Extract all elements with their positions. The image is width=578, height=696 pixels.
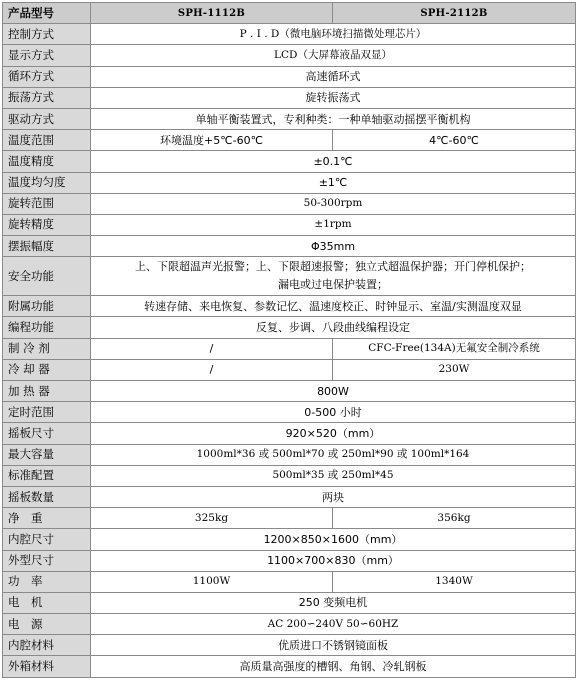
row-value-line: 上、下限超温声光报警；上、下限超速报警；独立式超温保护器；开门停机保护；	[135, 260, 531, 274]
table-row	[3, 130, 576, 151]
table-row	[3, 592, 576, 613]
table-row	[3, 338, 576, 359]
table-row	[3, 359, 576, 380]
row-value: LCD（大屏幕液晶双显）	[91, 45, 576, 66]
row-value-b: 356kg	[333, 508, 576, 529]
row-value: P . I . D（微电脑环境扫描微处理芯片）	[91, 24, 576, 45]
row-label: 控制方式	[3, 24, 91, 45]
row-value: ±1rpm	[91, 214, 576, 235]
row-label: 温度均匀度	[3, 172, 91, 193]
table-row	[3, 236, 576, 257]
table-row	[3, 151, 576, 172]
row-value-a: /	[91, 338, 333, 359]
row-label: 净 重	[3, 508, 91, 529]
row-value: ±0.1℃	[91, 151, 576, 172]
header-label: 产品型号	[3, 3, 91, 24]
row-label: 安全功能	[3, 257, 91, 296]
row-label: 温度范围	[3, 130, 91, 151]
table-row	[3, 402, 576, 423]
row-value: ±1℃	[91, 172, 576, 193]
table-row	[3, 423, 576, 444]
row-value-line: 漏电或过电保护装置；	[278, 278, 388, 292]
row-value: Φ35mm	[91, 236, 576, 257]
row-value: 1100×700×830（mm）	[91, 550, 576, 571]
table-row	[3, 214, 576, 235]
model-a-header: SPH-1112B	[91, 3, 333, 24]
table-row	[3, 465, 576, 486]
row-label: 摆振幅度	[3, 236, 91, 257]
spec-table	[2, 2, 576, 678]
table-row	[3, 529, 576, 550]
table-row	[3, 24, 576, 45]
row-value-a: /	[91, 359, 333, 380]
row-label: 外型尺寸	[3, 550, 91, 571]
model-b-header: SPH-2112B	[333, 3, 576, 24]
row-value: 1000ml*36 或 500ml*70 或 250ml*90 或 100ml*164	[91, 444, 576, 465]
row-value: 500ml*35 或 250ml*45	[91, 465, 576, 486]
table-row	[3, 614, 576, 635]
row-label: 制 冷 剂	[3, 338, 91, 359]
row-label: 电 机	[3, 592, 91, 613]
row-value-b: CFC-Free(134A)无氟安全制冷系统	[333, 338, 576, 359]
row-label: 功 率	[3, 571, 91, 592]
table-row	[3, 550, 576, 571]
row-label: 内腔材料	[3, 635, 91, 656]
row-label: 电 源	[3, 614, 91, 635]
row-value: 高质量高强度的槽钢、角钢、冷轧钢板	[91, 656, 576, 677]
table-row	[3, 444, 576, 465]
header-row	[3, 3, 576, 24]
row-value: 0-500 小时	[91, 402, 576, 423]
row-label: 附属功能	[3, 296, 91, 317]
row-label: 外箱材料	[3, 656, 91, 677]
row-value: 旋转振荡式	[91, 87, 576, 108]
row-value	[91, 257, 576, 296]
row-label: 振荡方式	[3, 87, 91, 108]
row-label: 定时范围	[3, 402, 91, 423]
row-value-a: 325kg	[91, 508, 333, 529]
table-row	[3, 66, 576, 87]
table-row	[3, 296, 576, 317]
row-value: 优质进口不锈钢镜面板	[91, 635, 576, 656]
row-value: 920×520（mm）	[91, 423, 576, 444]
row-value-a: 1100W	[91, 571, 333, 592]
table-row	[3, 172, 576, 193]
table-row	[3, 381, 576, 402]
row-label: 显示方式	[3, 45, 91, 66]
table-row	[3, 656, 576, 677]
row-label: 加 热 器	[3, 381, 91, 402]
row-label: 编程功能	[3, 317, 91, 338]
row-value: 250 变频电机	[91, 592, 576, 613]
row-label: 循环方式	[3, 66, 91, 87]
row-value: 转速存储、来电恢复、参数记忆、温速度校正、时钟显示、室温/实测温度双显	[91, 296, 576, 317]
row-label: 摇板数量	[3, 486, 91, 507]
row-label: 旋转精度	[3, 214, 91, 235]
row-label: 内腔尺寸	[3, 529, 91, 550]
row-label: 温度精度	[3, 151, 91, 172]
row-value: AC 200∽240V 50∽60HZ	[91, 614, 576, 635]
row-value: 50-300rpm	[91, 193, 576, 214]
table-row	[3, 108, 576, 129]
table-row	[3, 45, 576, 66]
row-label: 最大容量	[3, 444, 91, 465]
row-value: 单轴平衡装置式，专利种类：一种单轴驱动摇摆平衡机构	[91, 108, 576, 129]
table-row	[3, 317, 576, 338]
table-row	[3, 486, 576, 507]
table-row	[3, 193, 576, 214]
row-value: 1200×850×1600（mm）	[91, 529, 576, 550]
row-label: 旋转范围	[3, 193, 91, 214]
row-value: 高速循环式	[91, 66, 576, 87]
row-label: 冷 却 器	[3, 359, 91, 380]
row-value: 反复、步调、八段曲线编程设定	[91, 317, 576, 338]
table-row	[3, 635, 576, 656]
row-value-b: 230W	[333, 359, 576, 380]
table-row	[3, 87, 576, 108]
row-label: 驱动方式	[3, 108, 91, 129]
table-row	[3, 571, 576, 592]
row-value-b: 4℃-60℃	[333, 130, 576, 151]
table-row	[3, 257, 576, 296]
row-label: 摇板尺寸	[3, 423, 91, 444]
row-value: 两块	[91, 486, 576, 507]
row-label: 标准配置	[3, 465, 91, 486]
row-value-a: 环境温度+5℃-60℃	[91, 130, 333, 151]
row-value-b: 1340W	[333, 571, 576, 592]
row-value: 800W	[91, 381, 576, 402]
table-row	[3, 508, 576, 529]
